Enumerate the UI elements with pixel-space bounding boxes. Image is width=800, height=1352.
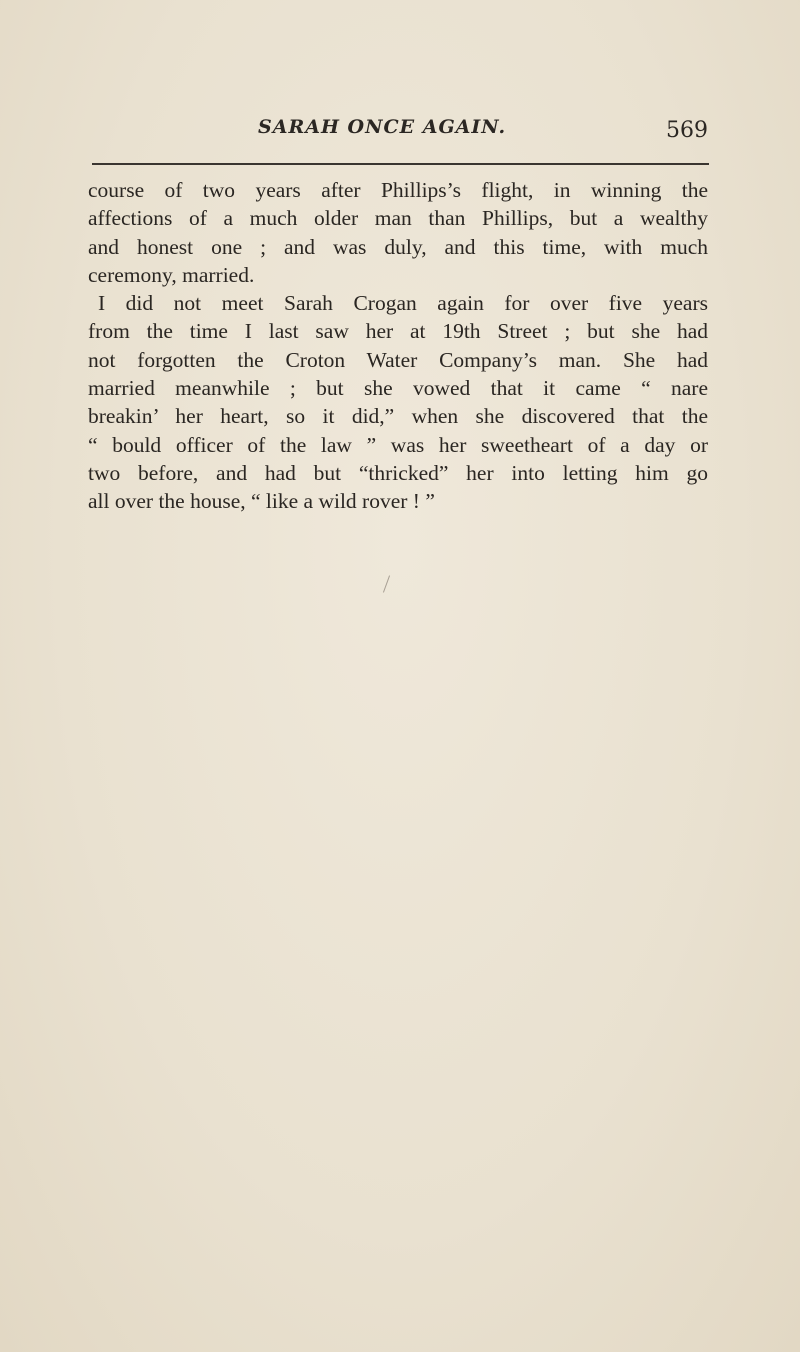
text-line: course of two years after Phillips’s flight, in winning the [88, 178, 708, 202]
text-line: I did not meet Sarah Crogan again for over five years [98, 291, 708, 316]
paragraph-1 [88, 176, 708, 289]
paper-blemish [383, 575, 390, 592]
page-number: 569 [666, 118, 708, 143]
text-line: and honest one ; and was duly, and this time, with much [88, 234, 708, 259]
text-line: two before, and had but “thricked” her into letting him go [88, 460, 708, 485]
text-line: breakin’ her heart, so it did,” when she discovered that the [88, 404, 708, 429]
text-line: from the time I last saw her at 19th Street ; but she had [88, 319, 708, 344]
text-line: married meanwhile ; but she vowed that it came “ nare [88, 376, 708, 401]
text-line: not forgotten the Croton Water Company’s man. She had [88, 347, 708, 372]
text-line: affections of a much older man than Phillips, but a wealthy [88, 206, 708, 231]
body-text [88, 176, 708, 516]
page-header [90, 116, 710, 156]
paragraph-2 [88, 289, 708, 515]
text-line: ceremony, married. [88, 262, 255, 287]
running-title: SARAH ONCE AGAIN. [258, 116, 507, 138]
header-rule [92, 163, 709, 165]
text-line: “ bould officer of the law ” was her sweetheart of a day or [88, 432, 708, 457]
text-line: all over the house, “ like a wild rover ! ” [88, 489, 435, 514]
